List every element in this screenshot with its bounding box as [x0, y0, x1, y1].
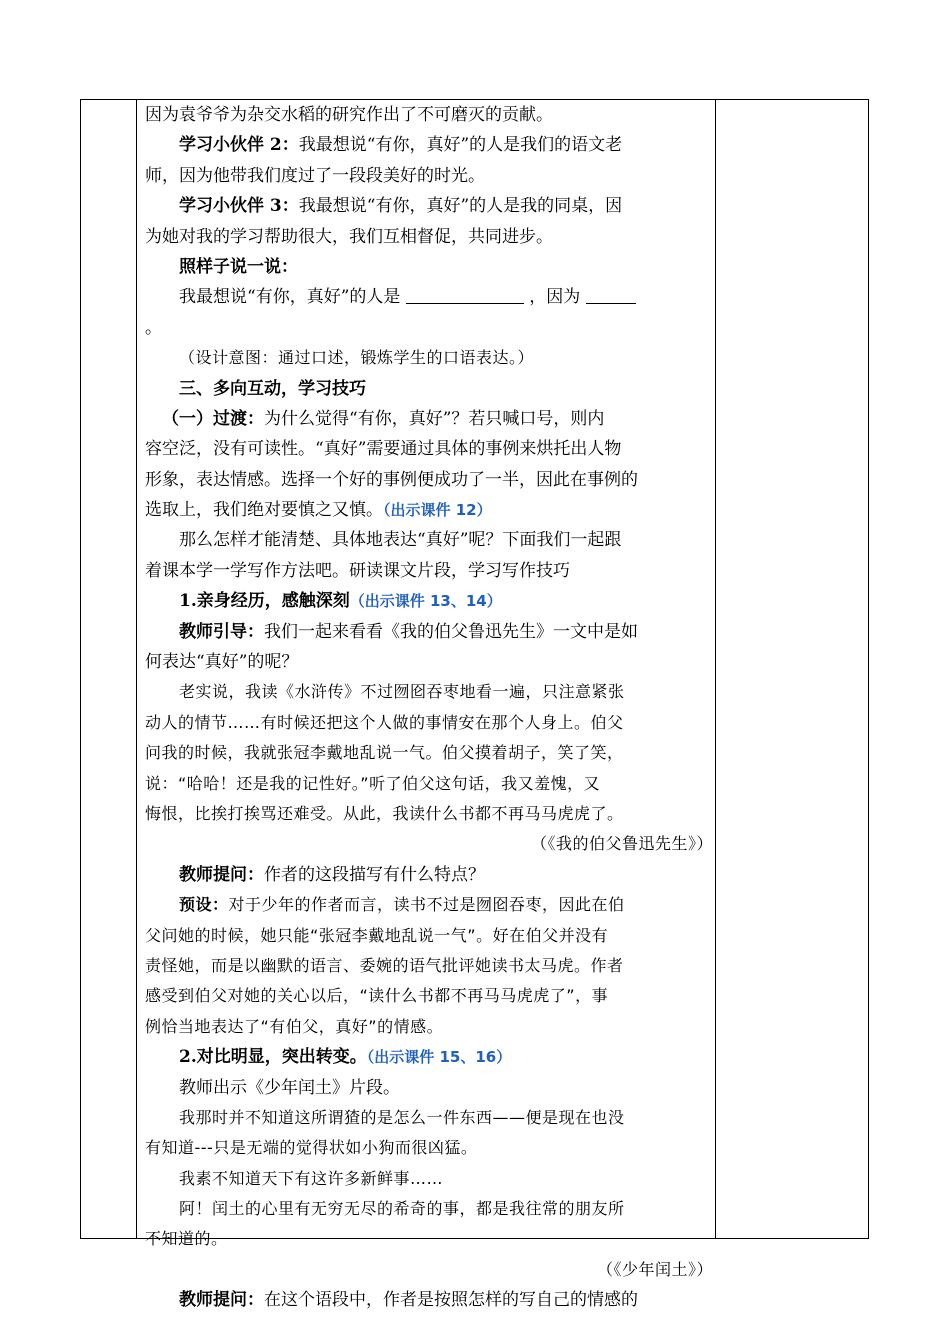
text-line: 因为袁爷爷为杂交水稻的研究作出了不可磨灭的贡献。: [145, 105, 553, 125]
lesson-content: [137, 100, 715, 1316]
text-line: 那么怎样才能清楚、具体地表达“真好”呢？下面我们一起跟: [179, 530, 622, 551]
subheading: [145, 586, 715, 616]
text-span: ，因为: [529, 287, 581, 308]
text-span: 在这个语段中，作者是按照怎样的写自己的情感的: [264, 1290, 638, 1311]
column-divider-right: [715, 100, 716, 1238]
excerpt-source: （《少年闰土》）: [596, 1259, 713, 1279]
text-span: 我最想说“有你，真好”的人是我的同桌，因: [298, 196, 623, 217]
partner-label: 学习小伙伴 2：: [179, 135, 299, 156]
subheading-label: 1.亲身经历，感触深刻: [179, 591, 350, 612]
teacher-question-label: 教师提问：: [179, 1290, 264, 1311]
excerpt-line: 老实说，我读《水浒传》不过囫囵吞枣地看一遍，只注意紧张: [179, 682, 625, 702]
answer-blank[interactable]: [586, 285, 636, 304]
text-line: 容空泛，没有可读性。“真好”需要通过具体的事例来烘托出人物: [145, 439, 622, 460]
courseware-note: （出示课件 15、16）: [366, 1048, 512, 1067]
courseware-note: （出示课件 12）: [383, 501, 492, 520]
subheading: [145, 1042, 715, 1072]
text-line: [145, 1285, 715, 1315]
excerpt-source: （《我的伯父鲁迅先生》）: [530, 834, 713, 854]
subheading-label: 2.对比明显，突出转变。: [179, 1047, 367, 1068]
teacher-question-label: 教师提问：: [179, 864, 264, 885]
excerpt-line: 我素不知道天下有这许多新鲜事……: [179, 1168, 444, 1188]
text-line: [145, 130, 715, 160]
text-span: 我最想说“有你，真好”的人是我们的语文老: [298, 135, 623, 156]
text-line: 例恰当地表达了“有伯父，真好”的情感。: [145, 1016, 444, 1036]
excerpt-line: 悔恨，比挨打挨骂还难受。从此，我读什么书都不再马马虎虎了。: [145, 803, 624, 823]
text-line: [145, 617, 715, 647]
text-line: 为她对我的学习帮助很大，我们互相督促，共同进步。: [145, 226, 553, 247]
fill-in-line: [145, 282, 715, 312]
text-line: 感受到伯父对她的关心以后，“读什么书都不再马马虎虎了”，事: [145, 986, 609, 1006]
text-span: 为什么觉得“有你，真好”？若只喊口号，则内: [264, 408, 605, 429]
text-span: 对于少年的作者而言，读书不过是囫囵吞枣，因此在伯: [228, 895, 625, 915]
text-span: 我最想说“有你，真好”的人是: [179, 287, 401, 308]
text-line: 父问她的时候，她只能“张冠李戴地乱说一气”。好在伯父并没有: [145, 925, 609, 945]
transition-label: （一）过渡：: [162, 408, 264, 429]
design-intent: （设计意图：通过口述，锻炼学生的口语表达。）: [179, 348, 535, 368]
excerpt-line: 有知道---只是无端的觉得状如小狗而很凶猛。: [145, 1138, 478, 1158]
text-span: 我们一起来看看《我的伯父鲁迅先生》一文中是如: [264, 621, 638, 642]
text-line: [145, 404, 715, 434]
text-line: [145, 860, 715, 890]
excerpt-line: 说：“哈哈！还是我的记性好。”听了伯父这句话，我又羞愧，又: [145, 773, 601, 793]
preset-label: 预设：: [179, 895, 229, 915]
text-line: 何表达“真好”的呢？: [145, 652, 299, 673]
lesson-table: [80, 99, 869, 1311]
text-line: 。: [145, 317, 162, 338]
text-line: [145, 495, 715, 525]
partner-label: 学习小伙伴 3：: [179, 196, 299, 217]
courseware-note: （出示课件 13、14）: [349, 592, 502, 611]
text-line: [145, 191, 715, 221]
excerpt-line: 我那时并不知道这所谓猹的是怎么一件东西——便是现在也没: [179, 1107, 625, 1127]
excerpt-line: 动人的情节……有时候还把这个人做的事情安在那个人身上。伯父: [145, 712, 624, 732]
text-span: 选取上，我们绝对要慎之又慎。: [145, 500, 383, 521]
text-line: 师，因为他带我们度过了一段段美好的时光。: [145, 165, 485, 186]
text-line: 责怪她，而是以幽默的语言、委婉的语气批评她读书太马虎。作者: [145, 955, 624, 975]
teacher-guide-label: 教师引导：: [179, 621, 264, 642]
section-label: 照样子说一说：: [179, 256, 298, 277]
text-line: [145, 890, 715, 920]
section-heading: 三、多向互动，学习技巧: [179, 378, 366, 399]
text-line: 着课本学一学写作方法吧。研读课文片段，学习写作技巧: [145, 560, 570, 581]
text-line: 教师出示《少年闰土》片段。: [179, 1077, 400, 1098]
excerpt-line: 不知道的。: [145, 1229, 228, 1249]
text-span: 作者的这段描写有什么特点？: [264, 864, 485, 885]
excerpt-line: 阿！闰土的心里有无穷无尽的希奇的事，都是我往常的朋友所: [179, 1199, 625, 1219]
text-line: 形象，表达情感。选择一个好的事例便成功了一半，因此在事例的: [145, 469, 638, 490]
answer-blank[interactable]: [406, 285, 524, 304]
excerpt-line: 问我的时候，我就张冠李戴地乱说一气。伯父摸着胡子，笑了笑，: [145, 743, 624, 763]
